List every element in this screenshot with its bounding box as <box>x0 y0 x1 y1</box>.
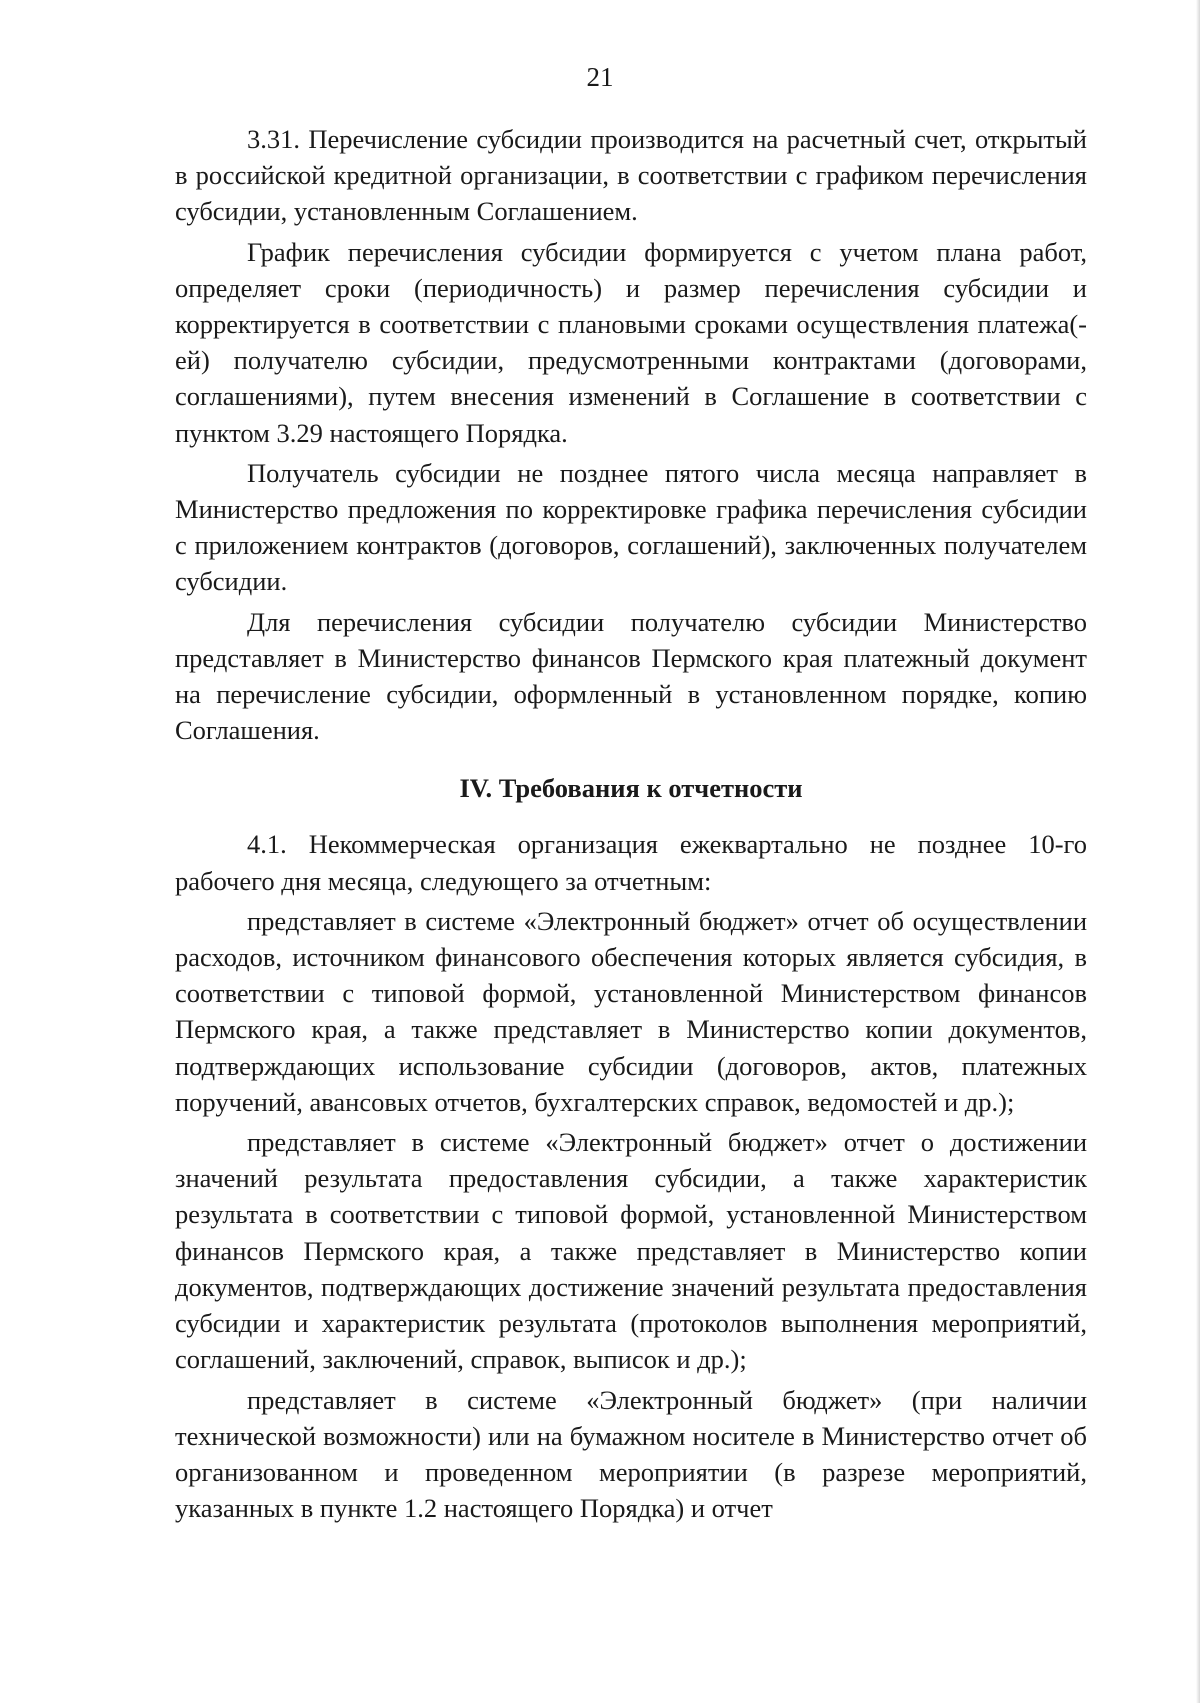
paragraph-expense-report: представляет в системе «Электронный бюджет» отчет об осуществлении расходов, источником финансового обеспечения которых является субсидия, в соответствии с типовой формой, установленной Министерством финансов Пермского края, а также представляет в Министерство копии документов, подтверждающих использование субсидии (договоров, актов, платежных поручений, авансовых отчетов, бухгалтерских справок, ведомостей и др.); <box>175 905 1087 1117</box>
page-number: 21 <box>586 62 614 92</box>
paragraph-result-report: представляет в системе «Электронный бюджет» отчет о достижении значений результата предоставления субсидии, а также характеристик результата в соответствии с типовой формой, установленной Министерством финансов Пермского края, а также представляет в Министерство копии документов, подтверждающих достижение значений результата предоставления субсидии и характеристик результата (протоколов выполнения мероприятий, соглашений, заключений, справок, выписок и др.); <box>175 1127 1087 1375</box>
paragraph-payment-document: Для перечисления субсидии получателю субсидии Министерство представляет в Министерство финансов Пермского края платежный документ на перечисление субсидии, оформленный в установленном порядке, копию Соглашения. <box>175 606 1087 746</box>
paragraph-schedule: График перечисления субсидии формируется с учетом плана работ, определяет сроки (периодичность) и размер перечисления субсидии и корректируется в соответствии с плановыми сроками осуществления платежа(-ей) получателю субсидии, предусмотренными контрактами (договорами, соглашениями), путем внесения изменений в Соглашение в соответствии с пунктом 3.29 настоящего Порядка. <box>175 236 1087 448</box>
paragraph-4-1: 4.1. Некоммерческая организация ежеквартально не позднее 10-го рабочего дня месяца, следующего за отчетным: <box>175 829 1087 896</box>
document-body <box>175 121 1087 1526</box>
paragraph-event-report: представляет в системе «Электронный бюджет» (при наличии технической возможности) или на бумажном носителе в Министерство отчет об организованном и проведенном мероприятии (в разрезе мероприятий, указанных в пункте 1.2 настоящего Порядка) и отчет <box>175 1384 1087 1524</box>
paragraph-recipient-proposals: Получатель субсидии не позднее пятого числа месяца направляет в Министерство предложения по корректировке графика перечисления субсидии с приложением контрактов (договоров, соглашений), заключенных получателем субсидии. <box>175 457 1087 597</box>
paragraph-3-31: 3.31. Перечисление субсидии производится на расчетный счет, открытый в российской кредитной организации, в соответствии с графиком перечисления субсидии, установленным Соглашением. <box>175 124 1087 227</box>
section-heading: IV. Требования к отчетности <box>459 773 803 804</box>
scan-edge <box>1196 0 1200 1703</box>
